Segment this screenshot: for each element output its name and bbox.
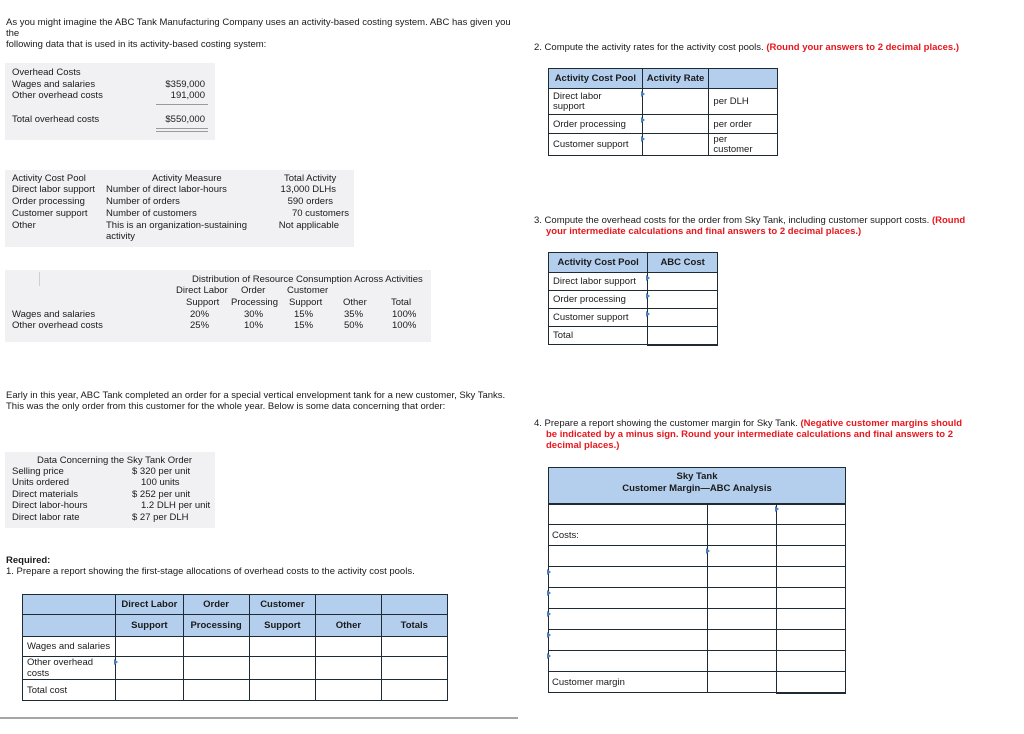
distribution-title: Distribution of Resource Consumption Across Activities	[192, 274, 423, 285]
answer-cell[interactable]	[777, 630, 846, 651]
q4-title-band	[548, 467, 846, 505]
answer-cell[interactable]	[777, 609, 846, 630]
q1-head: Support	[116, 615, 184, 637]
answer-cell[interactable]	[642, 115, 709, 134]
activity-measure: Number of direct labor-hours	[106, 184, 227, 195]
required-q1: 1. Prepare a report showing the first-stage allocations of overhead costs to the activity cost pools.	[6, 566, 415, 577]
order-value: 100 units	[141, 477, 180, 488]
dropdown-marker-icon	[641, 91, 645, 97]
dropdown-marker-icon	[547, 611, 551, 617]
activity-measure: Number of customers	[106, 208, 197, 219]
activity-pool: Customer support	[12, 208, 88, 219]
overhead-total-value: $550,000	[165, 114, 205, 125]
order-value: $ 27 per DLH	[132, 512, 189, 523]
dist-head: Support	[186, 297, 220, 308]
dist-row-label: Wages and salaries	[12, 309, 96, 320]
answer-cell[interactable]	[708, 651, 777, 672]
answer-cell[interactable]	[116, 637, 184, 657]
q4-note-2: be indicated by a minus sign. Round your intermediate calculations and final answers to 2	[546, 429, 954, 440]
table-row	[23, 680, 448, 701]
answer-cell[interactable]	[116, 680, 184, 701]
order-value: 1.2 DLH per unit	[141, 500, 211, 511]
activity-total: 590 orders	[287, 196, 333, 207]
q1-head-blank	[23, 615, 116, 637]
activity-header-measure: Activity Measure	[152, 173, 222, 184]
q4-label-cell[interactable]	[549, 609, 708, 630]
table-row	[549, 651, 846, 672]
q3-text: 3. Compute the overhead costs for the order from Sky Tank, including customer support costs.	[534, 215, 930, 226]
answer-cell[interactable]	[777, 567, 846, 588]
dropdown-marker-icon	[641, 117, 645, 123]
dropdown-marker-icon	[775, 506, 779, 512]
activity-measure: This is an organization-sustaining	[106, 220, 247, 231]
dist-cell: 100%	[392, 320, 417, 331]
answer-cell[interactable]	[708, 588, 777, 609]
q3-abc-cost-table	[548, 252, 718, 346]
q2-note: (Round your answers to 2 decimal places.)	[766, 42, 960, 53]
q4-prompt	[534, 418, 1014, 451]
q4-title-1: Sky Tank	[676, 471, 718, 482]
order-label: Direct materials	[12, 489, 78, 500]
answer-cell[interactable]	[708, 546, 777, 567]
answer-cell[interactable]	[642, 134, 709, 156]
dist-cell: 15%	[294, 320, 314, 331]
sky-line-2: This was the only order from this customer for the whole year. Below is some data concerning that order:	[6, 401, 446, 412]
q4-label-cell[interactable]	[549, 630, 708, 651]
answer-cell[interactable]	[249, 637, 316, 657]
q3-pool: Direct labor support	[549, 273, 648, 291]
table-row	[549, 89, 778, 115]
activity-total: 70 customers	[291, 208, 349, 219]
dist-cell: 100%	[392, 309, 417, 320]
bottom-divider	[0, 717, 518, 719]
q4-text: 4. Prepare a report showing the customer margin for Sky Tank.	[534, 418, 798, 429]
table-row	[549, 115, 778, 134]
answer-cell[interactable]	[708, 672, 777, 693]
q4-margin-table	[548, 503, 846, 694]
dist-cell: 35%	[344, 309, 364, 320]
q2-pool: Order processing	[549, 115, 643, 134]
q4-label-cell[interactable]	[549, 504, 708, 525]
answer-cell[interactable]	[708, 630, 777, 651]
q1-head: Direct Labor	[116, 595, 184, 615]
answer-cell[interactable]	[777, 651, 846, 672]
overhead-row-value: 191,000	[170, 90, 205, 101]
table-row	[549, 567, 846, 588]
intro-text	[6, 17, 521, 50]
q2-unit: per DLH	[709, 89, 778, 115]
table-row	[549, 588, 846, 609]
q3-head: Activity Cost Pool	[549, 253, 648, 273]
q1-allocation-table	[22, 594, 448, 701]
table-row	[23, 637, 448, 657]
answer-cell[interactable]	[183, 657, 249, 680]
q4-note-1: (Negative customer margins should	[800, 418, 963, 429]
q2-head-blank	[709, 69, 778, 89]
answer-cell[interactable]	[316, 637, 381, 657]
q2-pool: Customer support	[549, 134, 643, 156]
sum-rule	[156, 104, 208, 105]
q3-prompt	[534, 215, 1014, 237]
q1-head: Order	[183, 595, 249, 615]
table-row	[549, 546, 846, 567]
order-label: Units ordered	[12, 477, 70, 488]
activity-pool: Direct labor support	[12, 184, 95, 195]
answer-cell[interactable]	[708, 567, 777, 588]
answer-cell[interactable]	[642, 89, 709, 115]
dist-cell: 30%	[244, 309, 264, 320]
answer-cell[interactable]	[648, 309, 718, 327]
order-value: $ 320 per unit	[132, 466, 191, 477]
table-row	[549, 291, 718, 309]
q3-pool: Total	[549, 327, 648, 345]
answer-cell[interactable]	[381, 637, 447, 657]
double-rule	[156, 131, 208, 132]
q1-head: Support	[249, 615, 316, 637]
answer-cell[interactable]	[116, 657, 184, 680]
dist-cell: 15%	[294, 309, 314, 320]
q2-pool: Direct labor support	[549, 89, 643, 115]
q1-row-label: Other overhead costs	[23, 657, 116, 680]
answer-cell[interactable]	[249, 657, 316, 680]
answer-cell[interactable]	[648, 273, 718, 291]
q1-row-label: Wages and salaries	[23, 637, 116, 657]
activity-pool: Other	[12, 220, 36, 231]
answer-cell[interactable]	[249, 680, 316, 701]
q2-unit: per order	[709, 115, 778, 134]
q4-title-2: Customer Margin—ABC Analysis	[622, 483, 772, 494]
answer-cell[interactable]	[777, 546, 846, 567]
dist-head: Order	[241, 285, 266, 296]
dist-cell: 25%	[190, 320, 210, 331]
q1-head: Customer	[249, 595, 316, 615]
activity-measure-cont: activity	[106, 231, 136, 242]
table-row	[549, 630, 846, 651]
answer-cell[interactable]	[183, 680, 249, 701]
q3-head: ABC Cost	[648, 253, 718, 273]
q4-label-cell[interactable]	[549, 567, 708, 588]
answer-cell[interactable]	[777, 588, 846, 609]
answer-cell[interactable]	[777, 672, 846, 693]
answer-cell[interactable]	[316, 657, 381, 680]
q3-pool: Order processing	[549, 291, 648, 309]
q4-note-3: decimal places.)	[546, 440, 620, 451]
table-row	[549, 609, 846, 630]
q3-note-1: (Round	[931, 215, 966, 226]
intro-line-2: following data that is used in its activity-based costing system:	[6, 39, 267, 50]
activity-header-total: Total Activity	[284, 173, 337, 184]
dropdown-marker-icon	[641, 136, 645, 142]
dropdown-marker-icon	[547, 569, 551, 575]
q4-label-cell[interactable]	[549, 588, 708, 609]
answer-cell[interactable]	[381, 657, 447, 680]
q4-margin-label: Customer margin	[549, 672, 708, 693]
q3-pool: Customer support	[549, 309, 648, 327]
dropdown-marker-icon	[547, 590, 551, 596]
answer-cell[interactable]	[381, 680, 447, 701]
dist-head: Other	[343, 297, 367, 308]
q1-head	[381, 595, 447, 615]
dist-head: Direct Labor	[176, 285, 228, 296]
double-rule	[156, 128, 208, 129]
q2-unit: per customer	[709, 134, 778, 156]
dropdown-marker-icon	[646, 275, 650, 281]
sky-text	[6, 390, 521, 412]
dropdown-marker-icon	[547, 653, 551, 659]
dist-head: Total	[391, 297, 412, 308]
answer-cell[interactable]	[316, 680, 381, 701]
activity-total: 13,000 DLHs	[280, 184, 336, 195]
dropdown-marker-icon	[646, 293, 650, 299]
table-row	[549, 327, 718, 345]
order-label: Selling price	[12, 466, 64, 477]
overhead-heading: Overhead Costs	[12, 67, 81, 78]
activity-measure: Number of orders	[106, 196, 180, 207]
required-heading: Required:	[6, 555, 51, 566]
q1-head: Processing	[183, 615, 249, 637]
order-label: Direct labor-hours	[12, 500, 88, 511]
dropdown-marker-icon	[706, 548, 710, 554]
q1-head	[316, 595, 381, 615]
answer-cell[interactable]	[183, 637, 249, 657]
q4-label-cell[interactable]	[549, 651, 708, 672]
q1-row-label: Total cost	[23, 680, 116, 701]
q2-prompt	[534, 42, 1014, 53]
table-row	[549, 309, 718, 327]
q2-text: 2. Compute the activity rates for the activity cost pools.	[534, 42, 764, 53]
dist-head: Processing	[231, 297, 278, 308]
table-row	[549, 525, 846, 546]
table-row	[549, 273, 718, 291]
activity-header-pool: Activity Cost Pool	[12, 173, 86, 184]
q1-head: Totals	[381, 615, 447, 637]
q2-rate-table	[548, 68, 778, 156]
q1-head-blank	[23, 595, 116, 615]
q1-head: Other	[316, 615, 381, 637]
q4-costs-label: Costs:	[549, 525, 708, 546]
dist-cell: 20%	[190, 309, 210, 320]
dist-cell: 50%	[344, 320, 364, 331]
table-row	[23, 657, 448, 680]
answer-cell[interactable]	[708, 609, 777, 630]
table-row	[549, 504, 846, 525]
answer-cell[interactable]	[708, 525, 777, 546]
overhead-row-label: Wages and salaries	[12, 79, 96, 90]
overhead-total-label: Total overhead costs	[12, 114, 100, 125]
dropdown-marker-icon	[547, 632, 551, 638]
order-data-title: Data Concerning the Sky Tank Order	[37, 455, 193, 466]
intro-line-1: As you might imagine the ABC Tank Manufacturing Company uses an activity-based costing system. ABC has given you the	[6, 17, 511, 39]
answer-cell[interactable]	[708, 504, 777, 525]
answer-cell[interactable]	[777, 504, 846, 525]
answer-cell[interactable]	[648, 291, 718, 309]
q3-note-2: your intermediate calculations and final answers to 2 decimal places.)	[546, 226, 862, 237]
table-row	[549, 134, 778, 156]
overhead-row-label: Other overhead costs	[12, 90, 103, 101]
dist-head: Customer	[287, 285, 329, 296]
answer-cell[interactable]	[777, 525, 846, 546]
table-row	[549, 672, 846, 693]
answer-cell[interactable]	[648, 327, 718, 345]
order-label: Direct labor rate	[12, 512, 80, 523]
order-value: $ 252 per unit	[132, 489, 191, 500]
q2-head: Activity Cost Pool	[549, 69, 643, 89]
overhead-row-value: $359,000	[165, 79, 205, 90]
activity-total: Not applicable	[278, 220, 339, 231]
activity-pool: Order processing	[12, 196, 85, 207]
q2-head: Activity Rate	[642, 69, 709, 89]
distribution-divider	[39, 272, 40, 286]
dist-cell: 10%	[244, 320, 264, 331]
dist-row-label: Other overhead costs	[12, 320, 103, 331]
sky-line-1: Early in this year, ABC Tank completed an order for a special vertical envelopment tank for a new customer, Sky Tanks.	[6, 390, 506, 401]
dist-head: Support	[289, 297, 323, 308]
q4-label-cell[interactable]	[549, 546, 708, 567]
dropdown-marker-icon	[646, 311, 650, 317]
